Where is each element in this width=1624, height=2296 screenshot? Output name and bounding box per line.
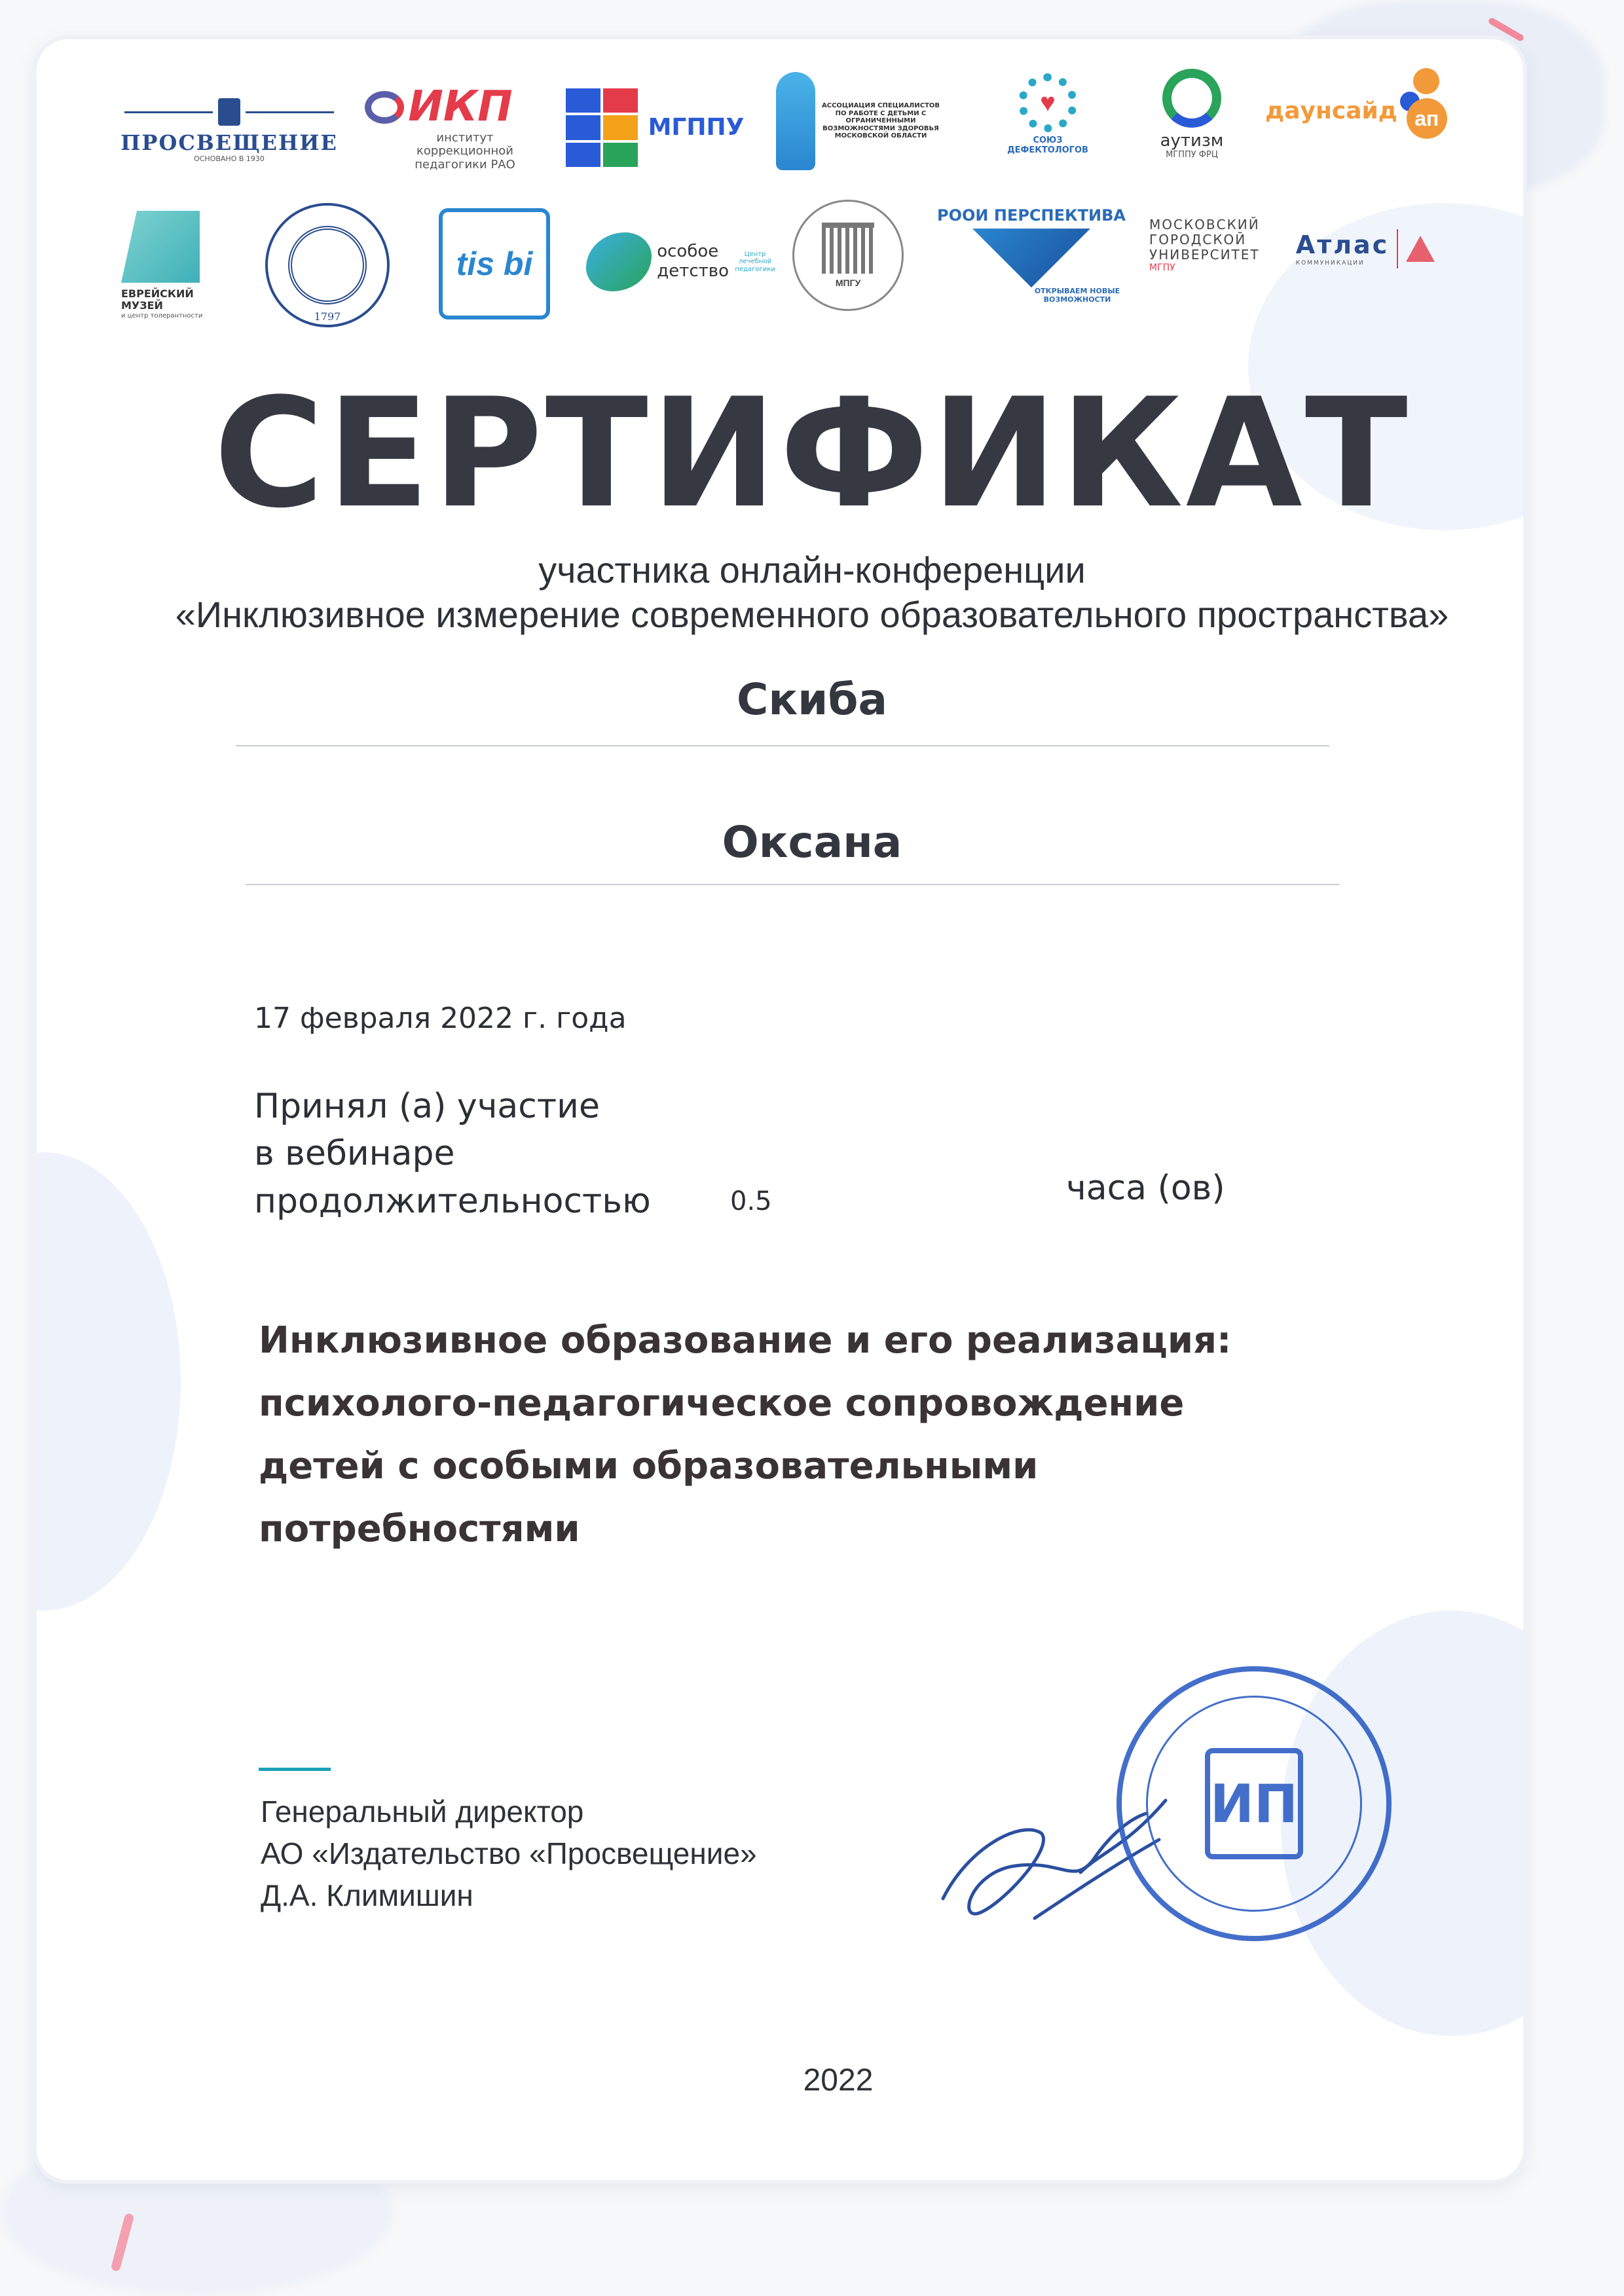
logo-osoboe-detstvo: [586, 210, 776, 314]
tisbi-name: tis bi: [456, 245, 533, 282]
atlas-sub: КОММУНИКАЦИИ: [1295, 259, 1365, 266]
atlas-triangle-icon: [1406, 236, 1435, 262]
webinar-topic: [259, 1309, 1372, 1561]
stamp-initials: ИП: [1210, 1773, 1298, 1834]
soyuz-heart-icon: ♥: [1018, 73, 1077, 132]
ikp-name: ИКП: [408, 82, 513, 132]
first-name-underline: [246, 884, 1339, 885]
mgpu-sub: МГПУ: [1149, 263, 1175, 274]
logo-prosveshchenie: [118, 85, 341, 177]
stamp-emblem-icon: [1205, 1748, 1303, 1859]
logo-soyuz: [982, 65, 1113, 164]
downside-badge-text: ап: [1407, 98, 1447, 139]
topic-line: Инклюзивное образование и его реализация:: [259, 1319, 1232, 1362]
prosveshchenie-name: ПРОСВЕЩЕНИЕ: [120, 130, 338, 156]
jewish-museum-emblem: [121, 211, 200, 283]
ikp-sub: институт коррекционной педагогики РАО: [415, 130, 515, 172]
mgpu-line1: МОСКОВСКИЙ: [1149, 217, 1260, 233]
ikp-swirl-icon: [365, 91, 404, 124]
mgppu-emblem: [566, 88, 638, 167]
mpgu-seal-icon: [792, 200, 904, 311]
bg-decoration: [37, 1152, 181, 1611]
logo-autism: [1133, 59, 1251, 170]
logo-mgppu: [557, 82, 753, 173]
accent-line: [259, 1768, 331, 1771]
downside-name: даунсайд: [1265, 98, 1397, 125]
participation-line-1: Принял (а) участие: [254, 1087, 600, 1126]
jewish-museum-name: ЕВРЕЙСКИЙ МУЗЕЙ: [121, 287, 194, 312]
prosveshchenie-emblem: [124, 98, 334, 126]
certificate-title: СЕРТИФИКАТ: [213, 367, 1411, 541]
logo-association: [773, 72, 943, 170]
autism-name: аутизм: [1160, 130, 1224, 151]
mgpu-line3: УНИВЕРСИТЕТ: [1149, 247, 1260, 263]
rooi-sub: ОТКРЫВАЕМ НОВЫЕ ВОЗМОЖНОСТИ: [1034, 287, 1120, 304]
signatory-position: Генеральный директор: [261, 1795, 584, 1829]
participant-first-name: Оксана: [722, 817, 902, 867]
signatory-company: АО «Издательство «Просвещение»: [261, 1836, 757, 1870]
atlas-name: Атлас: [1295, 230, 1390, 259]
herzen-seal-icon: [265, 203, 390, 327]
duration-unit: часа (ов): [1066, 1169, 1225, 1208]
logo-herzen-university: [259, 196, 396, 334]
logo-atlas: [1287, 216, 1444, 282]
osoboe-name: особое детство: [657, 242, 729, 281]
mgppu-name: МГППУ: [648, 114, 745, 141]
surname-underline: [236, 745, 1329, 746]
logo-mpgu: [789, 196, 907, 314]
jewish-museum-sub: и центр толерантности: [121, 312, 203, 319]
subtitle-line-1: участника онлайн-конференции: [538, 549, 1086, 591]
topic-line: детей с особыми образовательными: [259, 1445, 1039, 1487]
footer-year: 2022: [803, 2063, 874, 2098]
logo-downside: [1261, 65, 1457, 157]
autism-sub: МГППУ ФРЦ: [1166, 150, 1218, 160]
signatory-name: Д.А. Климишин: [261, 1878, 473, 1912]
osoboe-bird-icon: [586, 232, 652, 291]
mpgu-name: МПГУ: [835, 278, 861, 288]
rooi-name: РООИ ПЕРСПЕКТИВА: [937, 206, 1126, 225]
topic-line: потребностями: [259, 1508, 580, 1550]
company-stamp: [1116, 1666, 1392, 1941]
participant-surname: Скиба: [736, 674, 888, 725]
mgpu-line2: ГОРОДСКОЙ: [1149, 232, 1247, 248]
event-date: 17 февраля 2022 г. года: [254, 1002, 627, 1035]
signatory-block: [261, 1791, 757, 1916]
autism-a-icon: [1162, 69, 1221, 128]
subtitle-line-2: «Инклюзивное измерение современного образовательного пространства»: [175, 594, 1449, 635]
osoboe-sub: Центр лечебной педагогики: [735, 250, 775, 273]
logo-tisbi: [435, 203, 553, 324]
herzen-year: 1797: [314, 310, 341, 323]
tisbi-emblem: [439, 208, 550, 319]
participation-line-3: продолжительностью: [254, 1182, 651, 1221]
prosveshchenie-sub: ОСНОВАНО В 1930: [194, 155, 265, 164]
rooi-emblem: [972, 228, 1090, 287]
logo-rooi-perspektiva: [936, 196, 1126, 314]
association-figure-icon: [776, 72, 815, 170]
logo-jewish-museum: [121, 196, 219, 334]
duration-hours: 0.5: [730, 1186, 772, 1216]
soyuz-name: СОЮЗ ДЕФЕКТОЛОГОВ: [1007, 136, 1088, 155]
topic-line: психолого-педагогическое сопровождение: [259, 1382, 1185, 1425]
association-name: АССОЦИАЦИЯ СПЕЦИАЛИСТОВ ПО РАБОТЕ С ДЕТЬМИ С ОГРАНИЧЕННЫМИ ВОЗМОЖНОСТЯМИ ЗДОРОВЬЯ МОСКОВСКОЙ ОБЛАСТИ: [822, 102, 940, 140]
participation-line-2: в вебинаре: [254, 1134, 455, 1173]
logo-ikp: [354, 79, 524, 177]
logo-mgpu: [1149, 196, 1280, 295]
downside-badge: [1400, 85, 1452, 137]
